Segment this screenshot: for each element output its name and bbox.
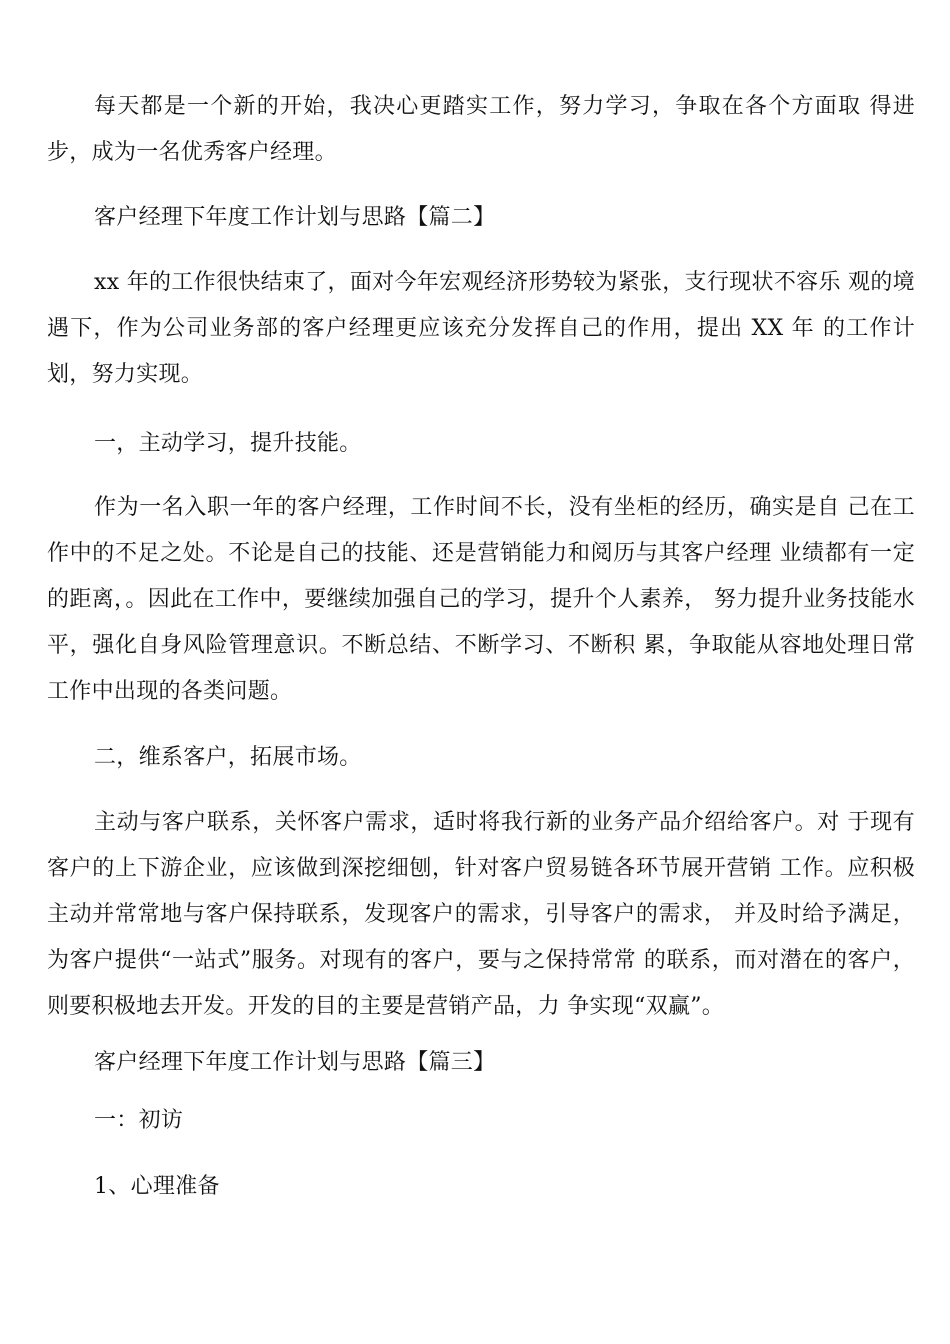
section-title-part-three: 客户经理下年度工作计划与思路【篇三】 — [94, 1050, 496, 1075]
part-two-intro-paragraph: xx 年的工作很快结束了，面对今年宏观经济形势较为紧张，支行现状不容乐 观的境遇下，作为公司业务部的客户经理更应该充分发挥自己的作用，提出 XX 年 的工作计划，努力实现。 — [47, 270, 915, 387]
section-title-part-two: 客户经理下年度工作计划与思路【篇二】 — [94, 205, 496, 230]
maintain-customers-paragraph: 主动与客户联系，关怀客户需求，适时将我行新的业务产品介绍给客户。对 于现有客户的上下游企业，应该做到深挖细刨，针对客户贸易链各环节展开营销 工作。应积极主动并常常地与客户保持联系，发现客户的需求，引导客户的需求， 并及时给予满足，为客户提供“一站式”服务。对现有的客户，要与之保持常常 的联系，而对潜在的客户，则要积极地去开发。开发的目的主要是营销产品，力 争实现“双赢”。 — [47, 810, 915, 1019]
heading-maintain-customers: 二，维系客户，拓展市场。 — [94, 745, 362, 770]
heading-active-learning: 一，主动学习，提升技能。 — [94, 431, 362, 456]
heading-mental-preparation: 1、心理准备 — [94, 1174, 220, 1199]
intro-paragraph: 每天都是一个新的开始，我决心更踏实工作，努力学习，争取在各个方面取 得进步，成为一名优秀客户经理。 — [47, 94, 915, 165]
active-learning-paragraph: 作为一名入职一年的客户经理，工作时间不长，没有坐柜的经历，确实是自 己在工作中的不足之处。不论是自己的技能、还是营销能力和阅历与其客户经理 业绩都有一定的距离，。因此在工作中，要继续加强自己的学习，提升个人素养， 努力提升业务技能水平，强化自身风险管理意识。不断总结、不断学习、不断积 累，争取能从容地处理日常工作中出现的各类问题。 — [47, 495, 915, 704]
heading-first-visit: 一：初访 — [94, 1108, 184, 1133]
